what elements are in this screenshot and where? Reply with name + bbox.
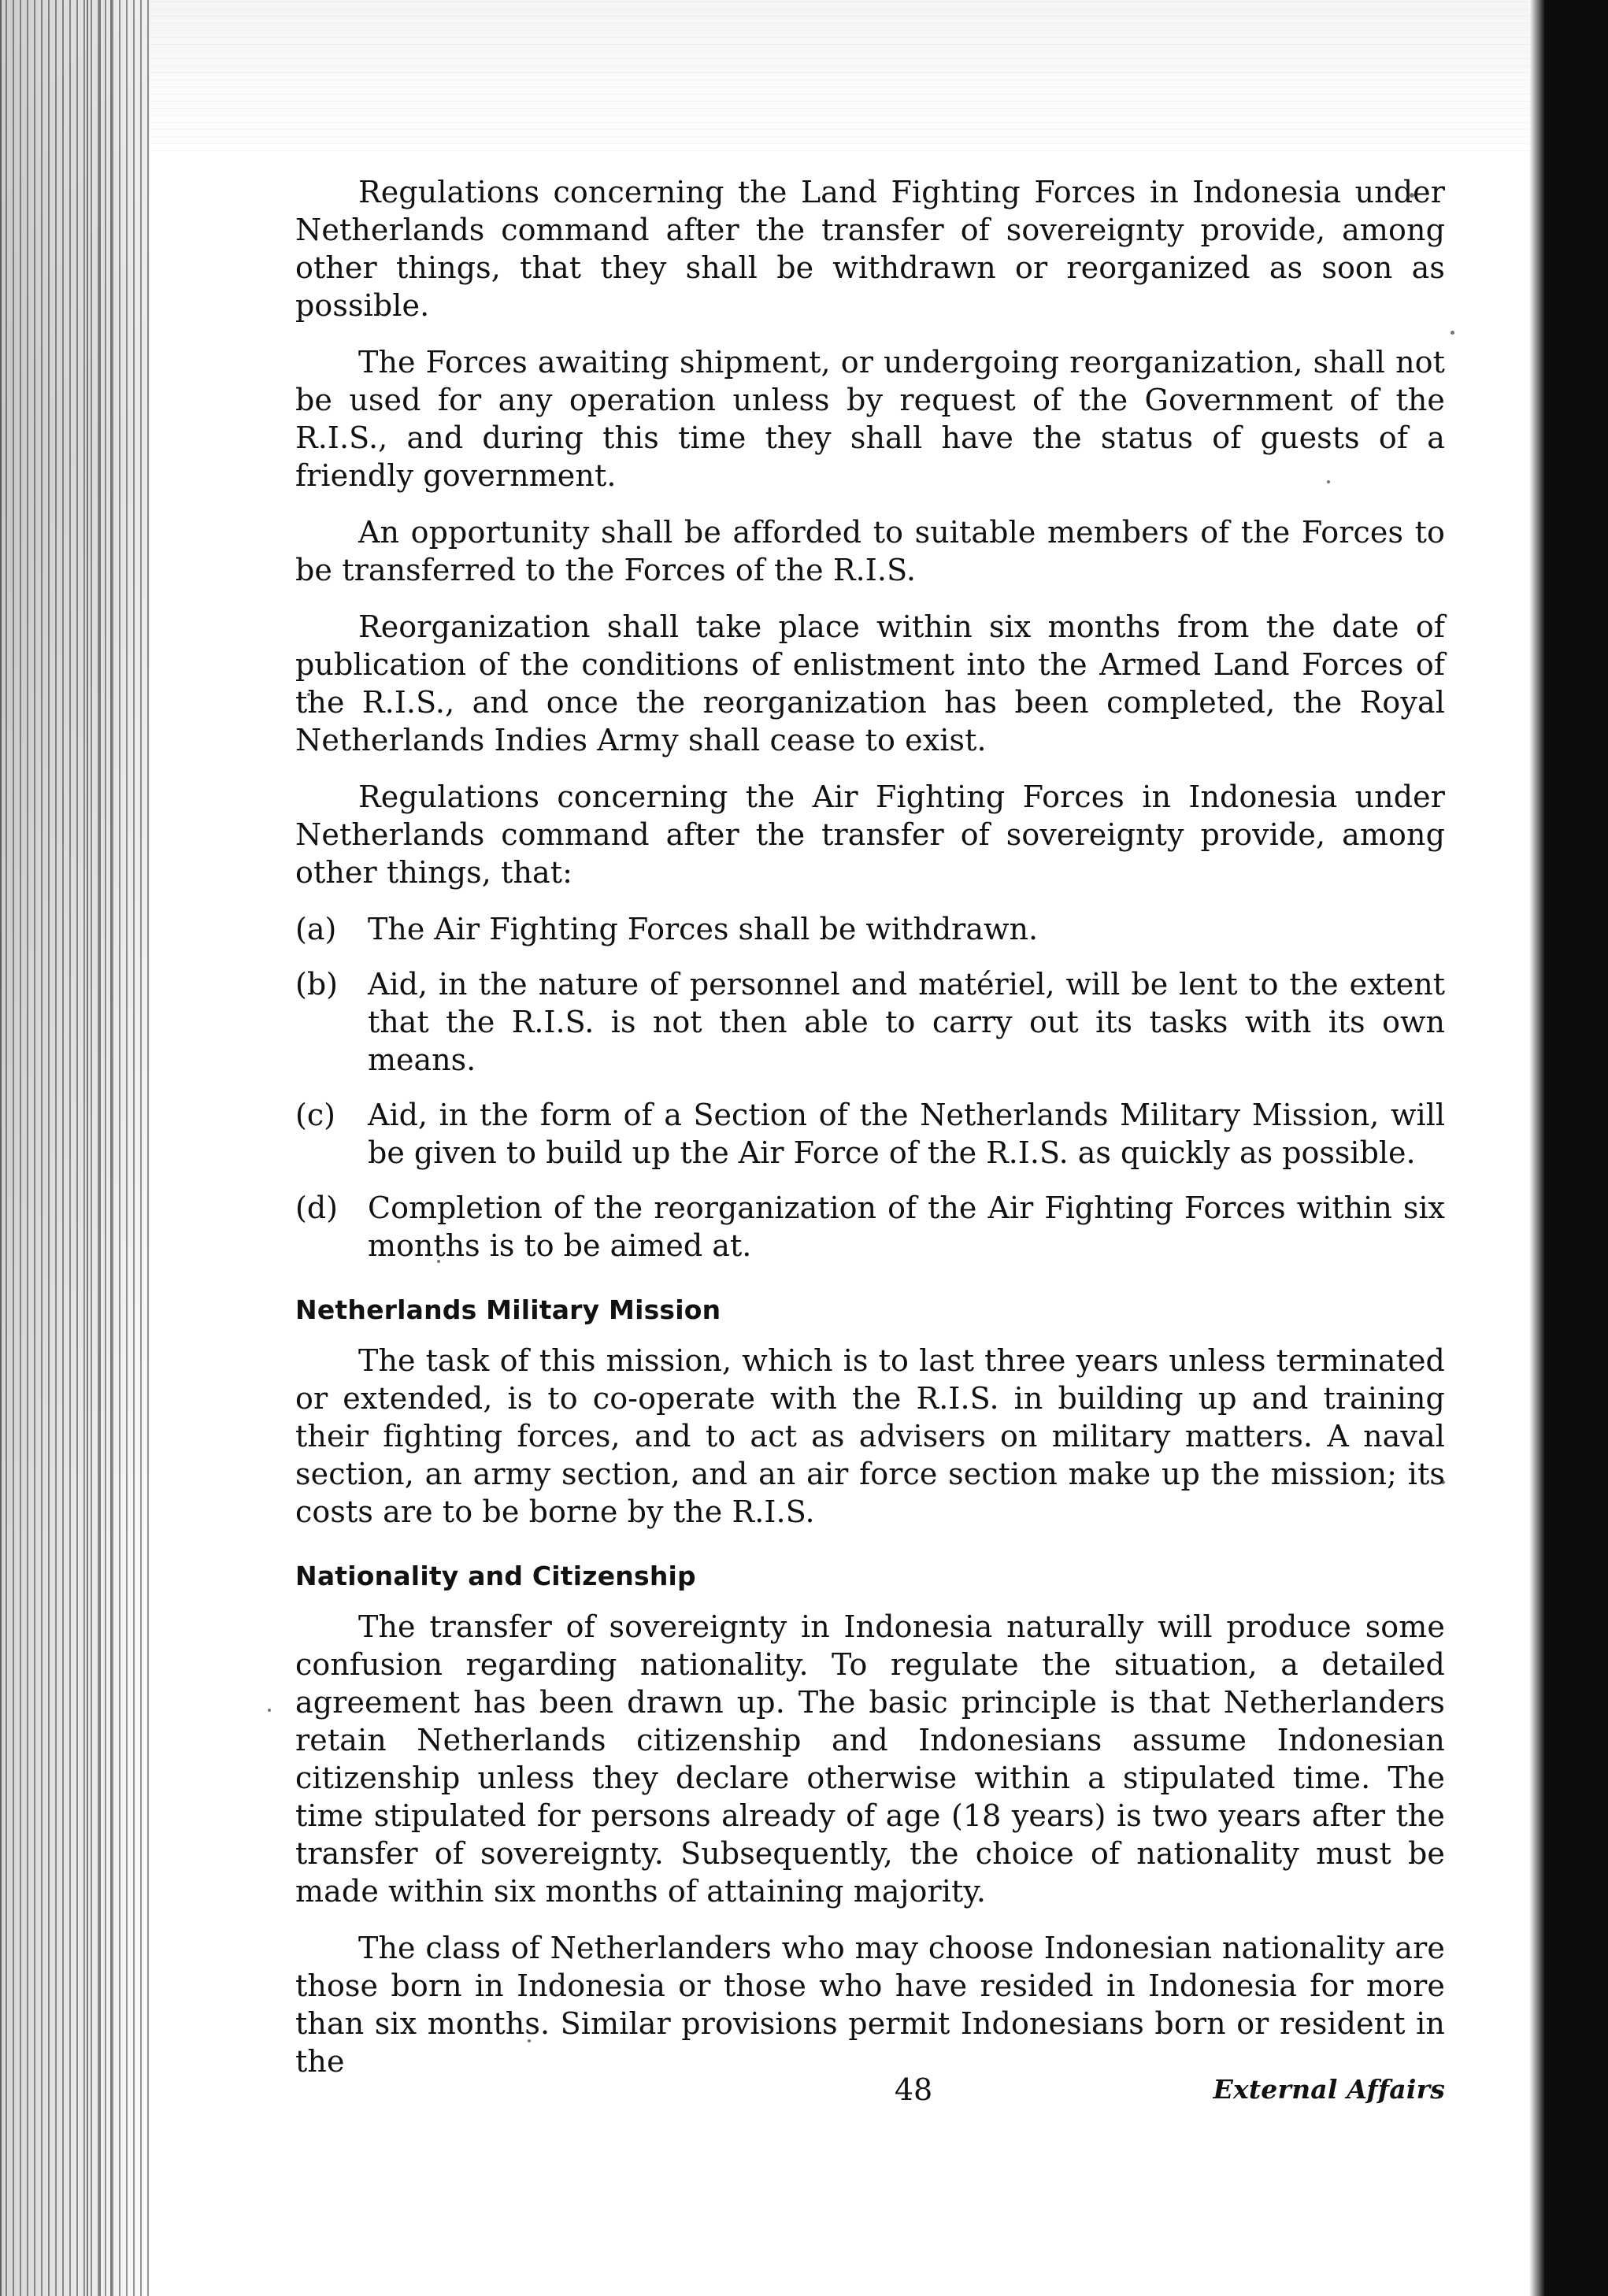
paragraph: The transfer of sovereignty in Indonesia naturally will produce some confusion regarding nationality. To regulate the situation, a detailed agreement has been drawn up. The basic principle is that Netherlanders retain Netherlands citizenship and Indonesians assume Indonesian citizenship unless they declare otherwise within a stipulated time. The time stipulated for persons already of age (18 years) is two years after the transfer of sovereignty. Subsequently, the choice of nationality must be made within six months of attaining majority. (295, 1609, 1445, 1909)
provision-text: Aid, in the form of a Section of the Netherlands Military Mission, will be given to build up the Air Force of the R.I.S. as quickly as possible. (368, 1098, 1445, 1170)
paragraph: Regulations concerning the Air Fighting Forces in Indonesia under Netherlands command after the transfer of sovereignty provide, among other things, that: (295, 780, 1445, 890)
provision-label: (d) (295, 1191, 338, 1225)
right-page-edge (1529, 0, 1608, 2296)
scan-speck (268, 1709, 271, 1712)
provision-text: Completion of the reorganization of the Air Fighting Forces within six months is to be aimed at. (368, 1191, 1445, 1263)
provision-item (295, 910, 1445, 948)
publication-title: External Affairs (1213, 2074, 1445, 2105)
section-heading: Nationality and Citizenship (295, 1561, 696, 1591)
page-content (295, 173, 1445, 2189)
provision-label: (b) (295, 967, 338, 1002)
left-binding-lines (0, 0, 126, 2296)
paragraph: The task of this mission, which is to last three years unless terminated or extended, is to co-operate with the R.I.S. in building up and training their fighting forces, and to act as advisers on military matters. A naval section, an army section, and an air force section make up the mission; its costs are to be borne by the R.I.S. (295, 1343, 1445, 1529)
provision-text: Aid, in the nature of personnel and matériel, will be lent to the extent that the R.I.S. is not then able to carry out its tasks with its own means. (368, 967, 1445, 1077)
provision-label: (c) (295, 1098, 335, 1132)
provision-item (295, 1189, 1445, 1265)
provision-item (295, 1096, 1445, 1172)
provision-text: The Air Fighting Forces shall be withdrawn. (368, 912, 1039, 946)
scan-speck (1451, 331, 1454, 335)
scan-top-noise (150, 0, 1529, 157)
paragraph: Regulations concerning the Land Fighting Forces in Indonesia under Netherlands command after the transfer of sovereignty provide, among other things, that they shall be withdrawn or reorganized as soon as possible. (295, 175, 1445, 323)
paragraph: Reorganization shall take place within six months from the date of publication of the conditions of enlistment into the Armed Land Forces of the R.I.S., and once the reorganization has been completed, the Royal Netherlands Indies Army shall cease to exist. (295, 609, 1445, 757)
page-number: 48 (894, 2072, 933, 2107)
provision-item (295, 965, 1445, 1079)
page-footer (295, 2071, 1445, 2126)
paragraph: The Forces awaiting shipment, or undergoing reorganization, shall not be used for any operation unless by request of the Government of the R.I.S., and during this time they shall have the status of guests of a friendly government. (295, 345, 1445, 493)
provision-list (295, 910, 1445, 1265)
provision-label: (a) (295, 912, 337, 946)
section-heading: Netherlands Military Mission (295, 1294, 721, 1325)
paragraph: The class of Netherlanders who may choose Indonesian nationality are those born in Indonesia or those who have resided in Indonesia for more than six months. Similar provisions permit Indonesians born or resident in the (295, 1931, 1445, 2079)
paragraph: An opportunity shall be afforded to suitable members of the Forces to be transferred to the Forces of the R.I.S. (295, 515, 1445, 587)
